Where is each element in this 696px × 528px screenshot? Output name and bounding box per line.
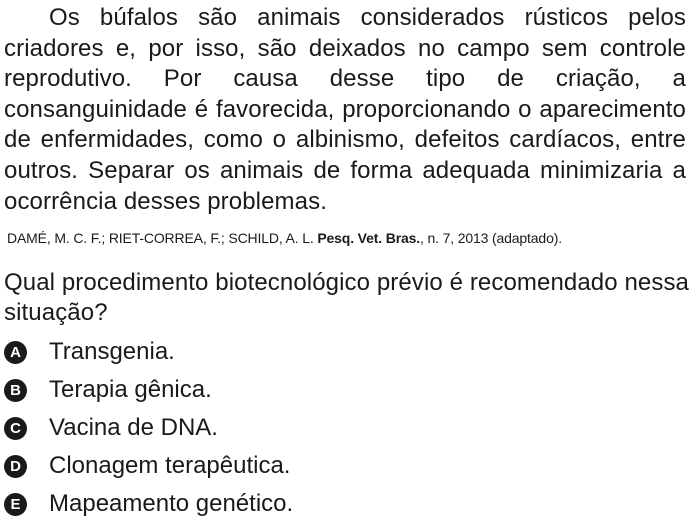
option-a-marker: A: [4, 341, 27, 364]
passage-text: Os búfalos são animais considerados rústicos pelos criadores e, por isso, são deixados no campo sem controle reprodutivo. Por causa desse tipo de criação, a consanguinidade é favorecida, proporcionando o aparecimento de enfermidades, como o albinismo, defeitos cardíacos, entre outros. Separar os animais de forma adequada minimizaria a ocorrência desses problemas.: [4, 4, 686, 215]
citation: [7, 229, 693, 247]
option-b[interactable]: [0, 372, 696, 410]
option-d[interactable]: [0, 448, 696, 486]
option-c-marker: C: [4, 417, 27, 440]
option-b-text: Terapia gênica.: [49, 376, 212, 403]
citation-details: , n. 7, 2013 (adaptado).: [420, 230, 562, 246]
option-d-marker: D: [4, 455, 27, 478]
question-prompt: Qual procedimento biotecnológico prévio é recomendado nessa situação?: [4, 269, 689, 326]
option-e-marker: E: [4, 493, 27, 516]
option-d-text: Clonagem terapêutica.: [49, 452, 291, 479]
citation-authors: DAMÉ, M. C. F.; RIET-CORREA, F.; SCHILD, A. L.: [7, 230, 318, 246]
option-e-text: Mapeamento genético.: [49, 490, 294, 517]
option-b-marker: B: [4, 379, 27, 402]
option-a[interactable]: [0, 334, 696, 372]
citation-journal: Pesq. Vet. Bras.: [317, 230, 420, 246]
option-c-text: Vacina de DNA.: [49, 414, 218, 441]
option-e[interactable]: [0, 486, 696, 524]
answer-options: [0, 334, 696, 524]
option-c[interactable]: [0, 410, 696, 448]
option-a-text: Transgenia.: [49, 338, 175, 365]
